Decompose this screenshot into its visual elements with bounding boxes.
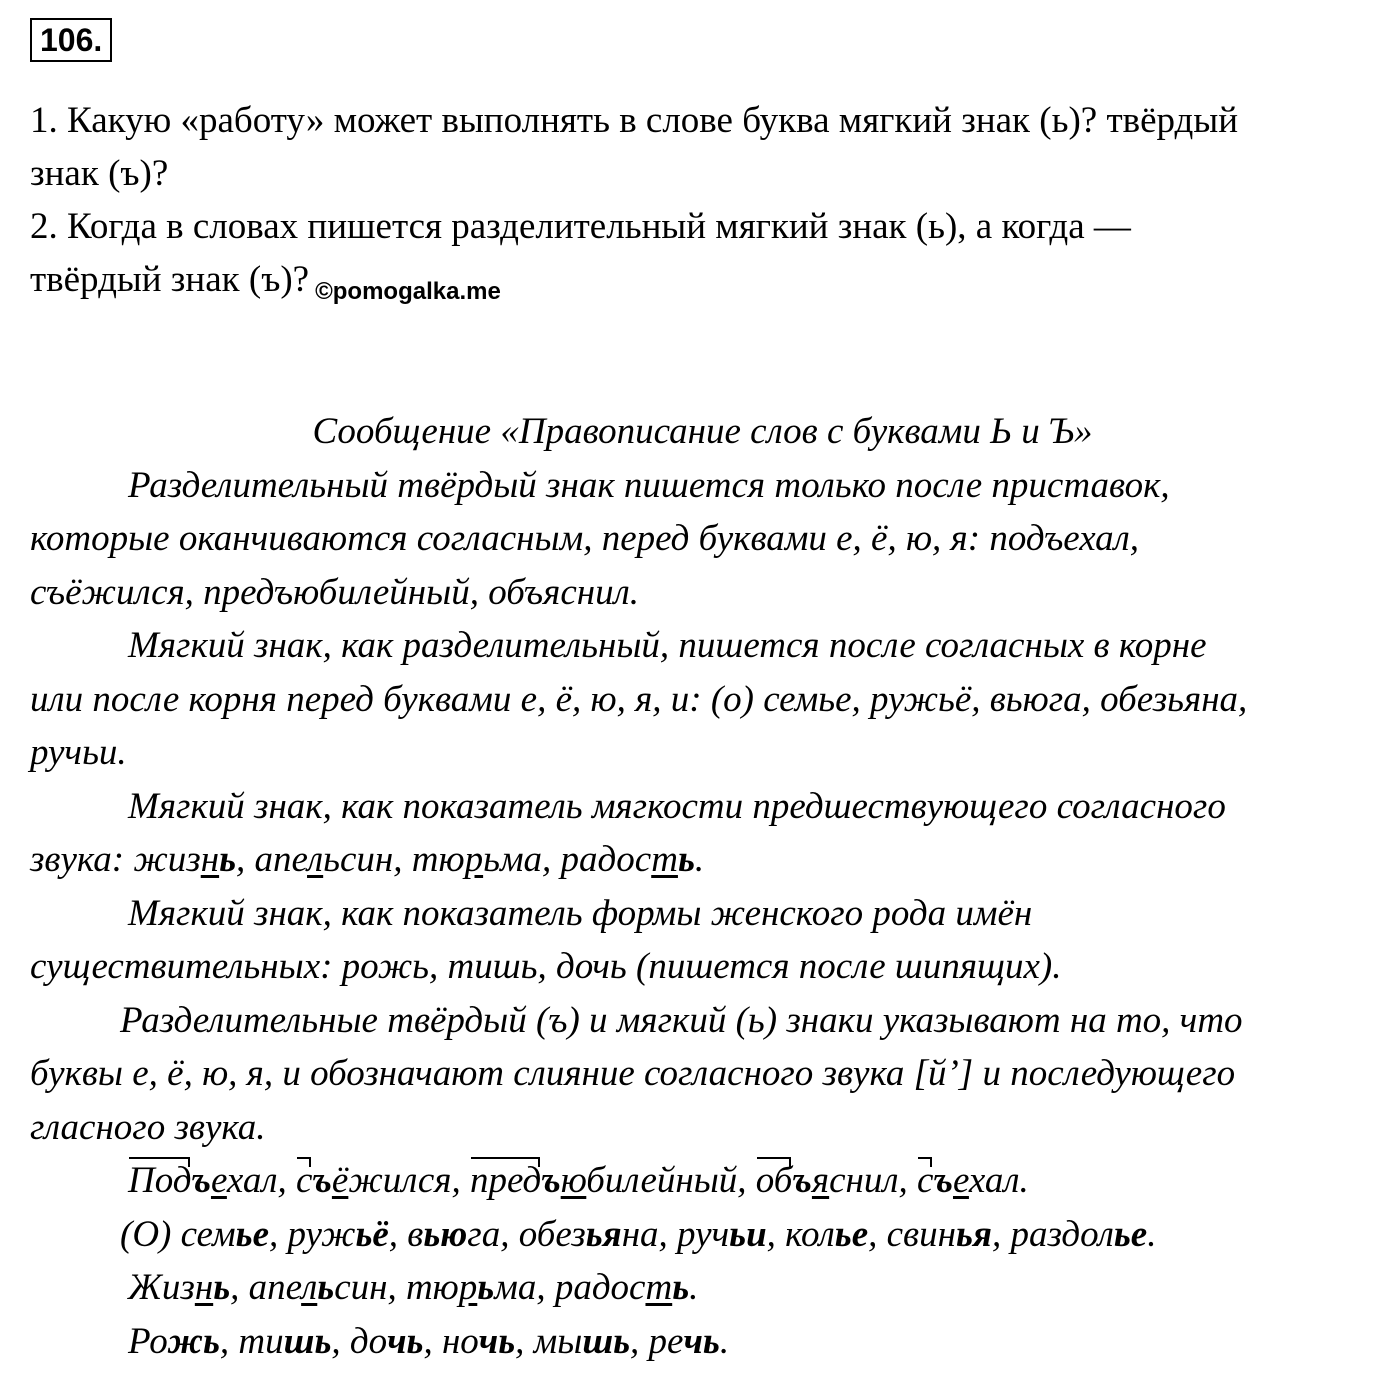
example-line — [30, 1208, 1375, 1262]
text-run: звука: жиз — [30, 839, 201, 880]
text-run: . — [694, 839, 705, 880]
text-run: , кол — [766, 1213, 835, 1255]
underlined-letter: л — [301, 1267, 318, 1308]
paragraph-line: которые оканчиваются согласным, перед буквами е, ё, ю, я: подъехал, — [30, 518, 1140, 559]
text-run: (О) сем — [120, 1213, 236, 1255]
bold-letter: ь — [672, 1267, 690, 1308]
example-line — [30, 1315, 1375, 1369]
question-line — [30, 253, 1375, 310]
question-text: твёрдый знак (ъ)? — [30, 259, 310, 300]
text-run: , до — [331, 1320, 388, 1362]
bold-letters: ьё — [355, 1213, 389, 1255]
underlined-letter: ю — [560, 1160, 587, 1201]
underlined-letter: е — [952, 1160, 969, 1201]
bold-letter: ъ — [541, 1160, 561, 1201]
underlined-letter: н — [200, 839, 220, 880]
underlined-letter: т — [645, 1267, 673, 1308]
text-run: , — [737, 1160, 756, 1201]
bold-letters: ью — [423, 1213, 468, 1255]
paragraph-line: буквы е, ё, ю, я, и обозначают слияние согласного звука [й’] и последующего — [30, 1053, 1236, 1094]
text-run: билейный — [586, 1160, 738, 1201]
message-title: Сообщение «Правописание слов с буквами Ь и Ъ» — [312, 411, 1093, 452]
text-run: жился — [348, 1160, 452, 1201]
bold-letters: чь — [683, 1320, 720, 1362]
prefix-mark: об — [756, 1154, 793, 1208]
text-run: , ре — [630, 1320, 684, 1362]
paragraph-line: Мягкий знак, как разделительный, пишется после согласных в корне — [128, 625, 1207, 666]
text-run: , раздол — [991, 1213, 1114, 1255]
question-line: 2. Когда в словах пишется разделительный мягкий знак (ь), а когда — — [30, 206, 1131, 247]
bold-letter: ь — [477, 1267, 495, 1308]
underlined-letter: я — [811, 1160, 830, 1201]
text-run: хал — [226, 1160, 278, 1201]
text-run: , — [451, 1160, 470, 1201]
paragraph-line: Мягкий знак, как показатель формы женского рода имён — [128, 892, 1033, 934]
prefix-mark: Под — [128, 1154, 191, 1208]
questions-block — [30, 94, 1375, 310]
text-run: . — [719, 1320, 730, 1362]
watermark: ©pomogalka.me — [315, 278, 501, 305]
paragraph-line: существительных: рожь, тишь, дочь (пишется после шипящих). — [30, 946, 1062, 987]
text-run: , но — [423, 1320, 479, 1362]
text-run: , свин — [868, 1213, 956, 1255]
text-run: на, руч — [621, 1213, 730, 1255]
bold-letters: чь — [478, 1320, 516, 1362]
bold-letter: ъ — [191, 1160, 211, 1201]
message-block — [30, 405, 1375, 1368]
paragraph-line — [30, 833, 1375, 887]
text-run: ьма, радос — [483, 839, 652, 880]
underlined-letter: н — [194, 1267, 214, 1308]
text-run: , мы — [515, 1320, 583, 1362]
paragraph-line: или после корня перед буквами е, ё, ю, я, и: (о) семье, ружьё, вьюга, обезьяна, — [30, 678, 1248, 720]
paragraph-line: ручьи. — [30, 732, 127, 773]
bold-letter: ь — [219, 839, 237, 880]
underlined-letter: е — [210, 1160, 227, 1201]
underlined-letter: ё — [331, 1160, 349, 1201]
bold-letters: ья — [585, 1213, 622, 1255]
text-run: ма, радос — [494, 1267, 646, 1308]
prefix-mark: с — [917, 1154, 933, 1208]
bold-letters: шь — [283, 1320, 332, 1362]
bold-letters: ье — [235, 1213, 270, 1255]
text-run: . — [1019, 1160, 1029, 1201]
paragraph-line: Мягкий знак, как показатель мягкости предшествующего согласного — [128, 785, 1226, 827]
paragraph-line: Разделительные твёрдый (ъ) и мягкий (ь) знаки указывают на то, что — [120, 999, 1243, 1041]
text-run: . — [1147, 1213, 1157, 1255]
bold-letters: ье — [1113, 1213, 1148, 1255]
bold-letters: шь — [582, 1320, 631, 1362]
paragraph-line: съёжился, предъюбилейный, объяснил. — [30, 571, 639, 613]
paragraph-line: гласного звука. — [30, 1106, 266, 1148]
text-run: снил — [829, 1160, 899, 1201]
text-run: син, тю — [334, 1267, 459, 1308]
text-run: , руж — [269, 1213, 356, 1255]
bold-letters: чь — [387, 1320, 424, 1362]
question-line: знак (ъ)? — [30, 153, 169, 194]
text-run: га, обез — [467, 1213, 586, 1255]
text-run: , апе — [236, 839, 308, 880]
bold-letter: ъ — [933, 1160, 953, 1201]
underlined-letter: т — [651, 839, 678, 880]
underlined-letter: р — [458, 1267, 478, 1308]
exercise-number: 106. — [30, 18, 112, 62]
bold-letter: ь — [677, 839, 695, 880]
bold-letter: ъ — [792, 1160, 812, 1201]
text-run: , ти — [219, 1320, 284, 1362]
underlined-letter: л — [307, 839, 324, 880]
bold-letters: жь — [167, 1320, 220, 1362]
bold-letter: ъ — [312, 1160, 332, 1201]
bold-letter: ь — [317, 1267, 335, 1308]
text-run: Ро — [128, 1320, 168, 1362]
prefix-mark: с — [296, 1154, 312, 1208]
example-line — [30, 1261, 1375, 1315]
bold-letters: ья — [955, 1213, 992, 1255]
text-run: , — [277, 1160, 296, 1201]
paragraph-line: Разделительный твёрдый знак пишется только после приставок, — [128, 464, 1170, 506]
example-line — [30, 1154, 1375, 1208]
prefix-mark: пред — [470, 1154, 541, 1208]
question-line: 1. Какую «работу» может выполнять в слове буква мягкий знак (ь)? твёрдый — [30, 100, 1239, 141]
text-run: хал — [968, 1160, 1020, 1201]
text-run: . — [689, 1267, 699, 1308]
text-run: , в — [388, 1213, 424, 1255]
text-run: ьсин, тю — [323, 839, 465, 880]
text-run: Жиз — [128, 1267, 195, 1308]
text-run: , — [898, 1160, 918, 1201]
text-run: , апе — [230, 1267, 302, 1308]
bold-letters: ье — [834, 1213, 869, 1255]
underlined-letter: р — [464, 839, 484, 880]
bold-letter: ь — [213, 1267, 231, 1308]
bold-letters: ьи — [729, 1213, 767, 1255]
